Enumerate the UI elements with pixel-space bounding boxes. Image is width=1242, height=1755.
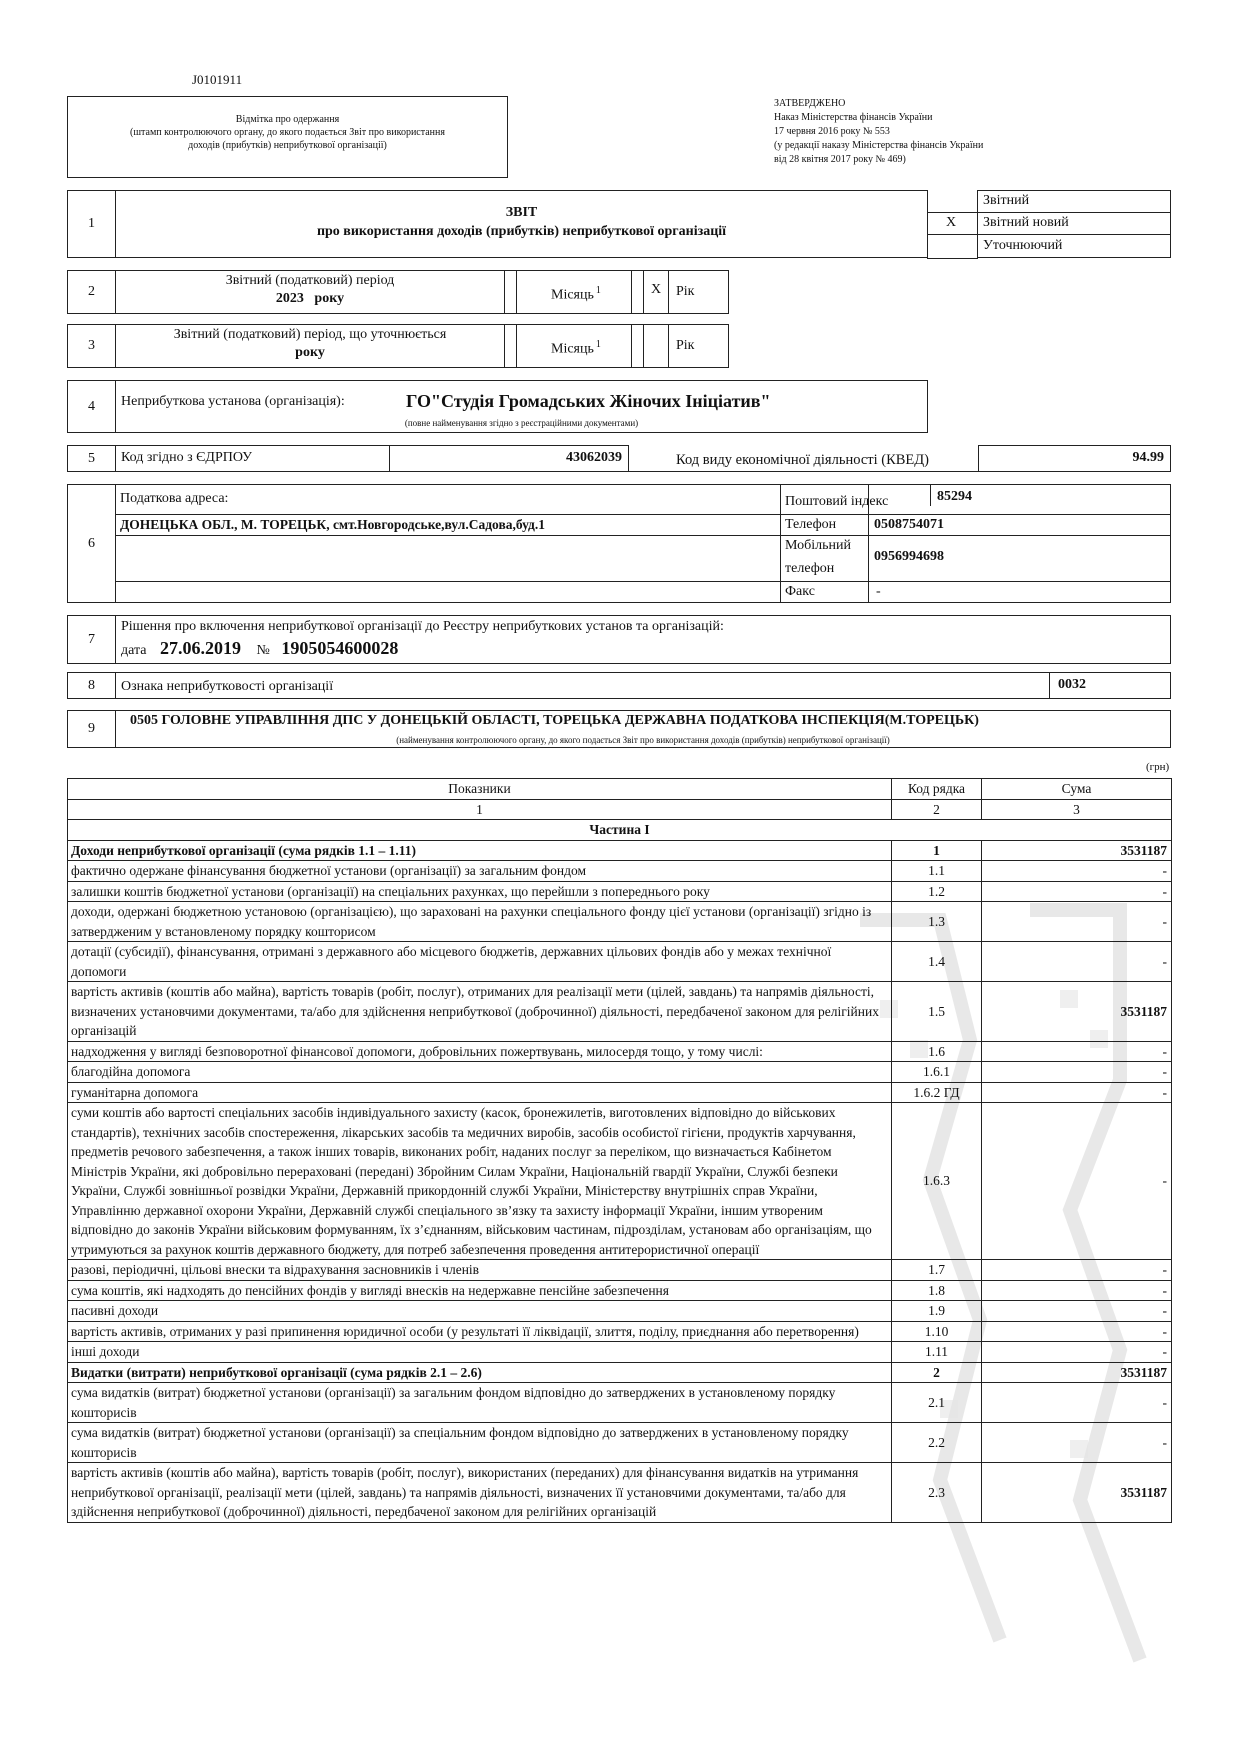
row-label: вартість активів (коштів або майна), вартість товарів (робіт, послуг), використаних (переданих) для фінансування видатків на утримання неприбуткової організації, реалізації мети (цілей, завдань) та напрямів діяльності, визначених її установчими документами, та/або для здійснення неприбуткової (доброчинної) діяльності, передбаченої законом для релігійних організацій bbox=[68, 1463, 892, 1523]
address-label: Податкова адреса: bbox=[120, 491, 229, 506]
row-code: 1.10 bbox=[892, 1321, 982, 1342]
row-code: 1.2 bbox=[892, 881, 982, 902]
table-row bbox=[68, 1342, 1172, 1363]
approval-line-5: від 28 квітня 2017 року № 469) bbox=[774, 154, 906, 165]
table-row bbox=[68, 1082, 1172, 1103]
row-label: пасивні доходи bbox=[68, 1301, 892, 1322]
row-label: доходи, одержані бюджетною установою (організацією), що зараховані на рахунки спеціального фонду цієї установи (організації) згідно із затвердженим у встановленому порядку кошторисом bbox=[68, 902, 892, 942]
row-code: 1.6.3 bbox=[892, 1103, 982, 1260]
row-code: 1.6 bbox=[892, 1041, 982, 1062]
row-sum: - bbox=[982, 1260, 1172, 1281]
row-label: гуманітарна допомога bbox=[68, 1082, 892, 1103]
period-year-checkbox[interactable] bbox=[643, 270, 669, 314]
period-year-suffix: року bbox=[314, 291, 345, 306]
period-month-box bbox=[516, 270, 632, 314]
row-code: 2 bbox=[892, 1362, 982, 1383]
registry-number: 1905054600028 bbox=[281, 638, 399, 658]
corrected-year-type-label: Рік bbox=[676, 338, 695, 353]
row-code: 1.9 bbox=[892, 1301, 982, 1322]
row-sum: 3531187 bbox=[982, 1362, 1172, 1383]
registry-date-label: дата bbox=[121, 643, 147, 658]
form-code: J0101911 bbox=[192, 72, 243, 87]
phone-label: Телефон bbox=[785, 517, 837, 532]
tax-authority-value: 0505 ГОЛОВНЕ УПРАВЛІННЯ ДПС У ДОНЕЦЬКІЙ ОБЛАСТІ, ТОРЕЦЬКА ДЕРЖАВНА ПОДАТКОВА ІНСПЕКЦІЯ(М.ТОРЕЦЬК) bbox=[130, 713, 979, 728]
row-sum: - bbox=[982, 861, 1172, 882]
organization-name: ГО"Студія Громадських Жіночих Ініціатив" bbox=[406, 391, 771, 411]
report-type-correcting: Уточнюючий bbox=[983, 238, 1063, 253]
mobile-value: 0956994698 bbox=[874, 549, 944, 564]
row-number-5: 5 bbox=[67, 445, 116, 472]
row-sum: - bbox=[982, 1082, 1172, 1103]
corrected-period-suffix: року bbox=[295, 345, 325, 360]
row-label: дотації (субсидії), фінансування, отримані з державного або місцевого бюджетів, державних цільових фондів або у межах технічної допомоги bbox=[68, 942, 892, 982]
row-sum: 3531187 bbox=[982, 840, 1172, 861]
row-sum: - bbox=[982, 1383, 1172, 1423]
row-sum: - bbox=[982, 942, 1172, 982]
table-row bbox=[68, 942, 1172, 982]
mobile-label-1: Мобільний bbox=[785, 538, 851, 553]
row-number-3: 3 bbox=[67, 324, 116, 368]
table-row bbox=[68, 1423, 1172, 1463]
report-type-new: Звітний новий bbox=[983, 215, 1069, 230]
row-sum: - bbox=[982, 1423, 1172, 1463]
registry-date: 27.06.2019 bbox=[159, 638, 241, 658]
corrected-period-label: Звітний (податковий) період, що уточнюється bbox=[173, 327, 447, 342]
row-number-2: 2 bbox=[67, 270, 116, 314]
table-header-row bbox=[68, 779, 1172, 800]
stamp-subtitle-1: (штамп контролюючого органу, до якого подається Звіт про використання bbox=[130, 127, 445, 138]
table-row bbox=[68, 1041, 1172, 1062]
row-number-1: 1 bbox=[67, 190, 116, 258]
row-code: 1.1 bbox=[892, 861, 982, 882]
table-row bbox=[68, 1301, 1172, 1322]
row-sum: - bbox=[982, 902, 1172, 942]
row-sum: - bbox=[982, 881, 1172, 902]
table-row bbox=[68, 1463, 1172, 1523]
table-row bbox=[68, 861, 1172, 882]
part-title: Частина І bbox=[68, 820, 1172, 841]
row-label: Видатки (витрати) неприбуткової організації (сума рядків 2.1 – 2.6) bbox=[68, 1362, 892, 1383]
row-number-7: 7 bbox=[67, 615, 116, 664]
mobile-label-2: телефон bbox=[785, 561, 835, 576]
header-indicators: Показники bbox=[68, 779, 892, 800]
table-row bbox=[68, 1062, 1172, 1083]
approval-line-3: 17 червня 2016 року № 553 bbox=[774, 126, 890, 137]
row-label: залишки коштів бюджетної установи (організації) на спеціальних рахунках, що перейшли з попереднього року bbox=[68, 881, 892, 902]
stamp-subtitle-2: доходів (прибутків) неприбуткової організації) bbox=[188, 140, 387, 151]
header-sum: Сума bbox=[982, 779, 1172, 800]
address-box bbox=[115, 484, 1171, 603]
row-label: сума коштів, які надходять до пенсійних фондів у вигляді внесків на недержавне пенсійне забезпечення bbox=[68, 1280, 892, 1301]
row-code: 2.2 bbox=[892, 1423, 982, 1463]
address-value: ДОНЕЦЬКА ОБЛ., М. ТОРЕЦЬК, смт.Новгородське,вул.Садова,буд.1 bbox=[120, 517, 545, 532]
row-number-8: 8 bbox=[67, 672, 116, 699]
corrected-year-type-box bbox=[668, 324, 729, 368]
nonprofit-flag-label: Ознака неприбутковості організації bbox=[121, 679, 334, 694]
report-subtitle: про використання доходів (прибутків) неприбуткової організації bbox=[316, 224, 727, 239]
row-label: сума видатків (витрат) бюджетної установи (організації) за загальним фондом відповідно до затверджених в установленому порядку кошторисів bbox=[68, 1383, 892, 1423]
period-year-type-label: Рік bbox=[676, 284, 695, 299]
row-code: 1.11 bbox=[892, 1342, 982, 1363]
organization-note: (повне найменування згідно з реєстраційними документами) bbox=[404, 418, 639, 428]
row-sum: - bbox=[982, 1062, 1172, 1083]
report-title: ЗВІТ bbox=[505, 205, 538, 220]
row-sum: 3531187 bbox=[982, 1463, 1172, 1523]
approval-block bbox=[774, 97, 983, 167]
approval-line-4: (у редакції наказу Міністерства фінансів України bbox=[774, 140, 984, 151]
row-label: разові, періодичні, цільові внески та відрахування засновників і членів bbox=[68, 1260, 892, 1281]
fax-value: - bbox=[876, 584, 881, 599]
row-code: 1.6.1 bbox=[892, 1062, 982, 1083]
period-box bbox=[115, 270, 505, 314]
row-code: 1.3 bbox=[892, 902, 982, 942]
row-label: сума видатків (витрат) бюджетної установи (організації) за спеціальним фондом відповідно до затверджених в установленому порядку кошторисів bbox=[68, 1423, 892, 1463]
period-label: Звітний (податковий) період bbox=[225, 273, 395, 288]
organization-label: Неприбуткова установа (організація): bbox=[121, 394, 345, 409]
corrected-year-checkbox[interactable] bbox=[643, 324, 669, 368]
table-row bbox=[68, 1383, 1172, 1423]
income-expense-table bbox=[67, 778, 1172, 1523]
row-sum: 3531187 bbox=[982, 982, 1172, 1042]
table-row bbox=[68, 1321, 1172, 1342]
table-column-numbers-row bbox=[68, 799, 1172, 820]
registry-label: Рішення про включення неприбуткової організації до Реєстру неприбуткових установ та організацій: bbox=[121, 619, 724, 634]
organization-box bbox=[115, 380, 928, 433]
phone-value: 0508754071 bbox=[874, 517, 944, 532]
row-label: надходження у вигляді безповоротної фінансової допомоги, добровільних пожертвувань, милосердя тощо, у тому числі: bbox=[68, 1041, 892, 1062]
table-row bbox=[68, 902, 1172, 942]
row-number-4: 4 bbox=[67, 380, 116, 433]
currency-unit: (грн) bbox=[1146, 761, 1170, 773]
row-code: 2.3 bbox=[892, 1463, 982, 1523]
period-month-footnote: 1 bbox=[595, 285, 601, 296]
kved-label: Код виду економічної діяльності (КВЕД) bbox=[676, 452, 929, 468]
registry-box bbox=[115, 615, 1171, 664]
receipt-stamp-box bbox=[67, 96, 508, 178]
row-code: 1.8 bbox=[892, 1280, 982, 1301]
column-number-1: 1 bbox=[68, 799, 892, 820]
postal-label: Поштовий індекс bbox=[785, 494, 889, 509]
row-number-6: 6 bbox=[67, 484, 116, 603]
table-row bbox=[68, 982, 1172, 1042]
period-year-mark: Х bbox=[650, 282, 662, 297]
row-label: благодійна допомога bbox=[68, 1062, 892, 1083]
row-sum: - bbox=[982, 1041, 1172, 1062]
postal-value: 85294 bbox=[937, 489, 972, 504]
row-sum: - bbox=[982, 1103, 1172, 1260]
approval-line-1: ЗАТВЕРДЖЕНО bbox=[774, 98, 846, 109]
registry-number-label: № bbox=[256, 643, 270, 658]
tax-authority-note: (найменування контролюючого органу, до якого подається Звіт про використання доходів (прибутків) неприбуткової організації) bbox=[396, 735, 890, 745]
row-code: 1.6.2 ГД bbox=[892, 1082, 982, 1103]
table-row bbox=[68, 1280, 1172, 1301]
table-row bbox=[68, 840, 1172, 861]
tax-authority-box bbox=[115, 710, 1171, 748]
row-label: вартість активів (коштів або майна), вартість товарів (робіт, послуг), отриманих для реалізації мети (цілей, завдань) та напрямів діяльності, визначених установчими документами, та/або для здійснення неприбуткової (доброчинної) діяльності, передбаченої законом для релігійних організацій bbox=[68, 982, 892, 1042]
row-label: суми коштів або вартості спеціальних засобів індивідуального захисту (касок, бронежилетів, виготовлених відповідно до військових стандартів), технічних засобів спостереження, лікарських засобів та медичних виробів, засобів особистої гігієни, продуктів харчування, предметів речового забезпечення, а також інших товарів, виконаних робіт, наданих послуг за переліком, що визначається Кабінетом Міністрів України, які добровільно перераховані (передані) Збройним Силам України, Національній гвардії України, Службі безпеки України, Службі зовнішньої розвідки України, Державній прикордонній службі України, Міністерству внутрішніх справ України, Управлінню державної охорони України, Державній службі спеціального зв’язку та захисту інформації України, іншим утвореним відповідно до законів України військовим формуванням, їх з’єднанням, військовим частинам, підрозділам, установам або організаціям, що утримуються за рахунок коштів державного бюджету, для потреб забезпечення проведення антитерористичної операції bbox=[68, 1103, 892, 1260]
nonprofit-flag-value: 0032 bbox=[1058, 677, 1086, 692]
edrpou-label: Код згідно з ЄДРПОУ bbox=[121, 450, 253, 465]
corrected-period-box bbox=[115, 324, 505, 368]
fax-label: Факс bbox=[785, 584, 815, 599]
row-label: Доходи неприбуткової організації (сума рядків 1.1 – 1.11) bbox=[68, 840, 892, 861]
kved-value: 94.99 bbox=[1132, 450, 1164, 465]
row-code: 1.4 bbox=[892, 942, 982, 982]
report-title-box bbox=[115, 190, 928, 258]
row-sum: - bbox=[982, 1280, 1172, 1301]
table-part-row bbox=[68, 820, 1172, 841]
table-row bbox=[68, 1260, 1172, 1281]
corrected-month-footnote: 1 bbox=[595, 339, 601, 350]
row-sum: - bbox=[982, 1301, 1172, 1322]
row-code: 1.5 bbox=[892, 982, 982, 1042]
period-year-type-box bbox=[668, 270, 729, 314]
table-row bbox=[68, 1103, 1172, 1260]
header-row-code: Код рядка bbox=[892, 779, 982, 800]
period-month-label: Місяць bbox=[551, 287, 594, 303]
column-number-3: 3 bbox=[982, 799, 1172, 820]
column-number-2: 2 bbox=[892, 799, 982, 820]
row-code: 1.7 bbox=[892, 1260, 982, 1281]
approval-line-2: Наказ Міністерства фінансів України bbox=[774, 112, 933, 123]
corrected-month-label: Місяць bbox=[551, 341, 594, 357]
report-type-mark[interactable]: Х bbox=[946, 215, 957, 230]
row-number-9: 9 bbox=[67, 710, 116, 748]
row-sum: - bbox=[982, 1342, 1172, 1363]
report-type-regular: Звітний bbox=[983, 193, 1030, 208]
corrected-month-box bbox=[516, 324, 632, 368]
period-year: 2023 bbox=[275, 291, 304, 306]
row-label: вартість активів, отриманих у разі припинення юридичної особи (у результаті її ліквідації, злиття, поділу, приєднання або перетворення) bbox=[68, 1321, 892, 1342]
stamp-title: Відмітка про одержання bbox=[235, 114, 340, 125]
row-label: фактично одержане фінансування бюджетної установи (організації) за загальним фондом bbox=[68, 861, 892, 882]
row-label: інші доходи bbox=[68, 1342, 892, 1363]
table-row bbox=[68, 1362, 1172, 1383]
table-row bbox=[68, 881, 1172, 902]
row-code: 2.1 bbox=[892, 1383, 982, 1423]
row-code: 1 bbox=[892, 840, 982, 861]
row-sum: - bbox=[982, 1321, 1172, 1342]
edrpou-value: 43062039 bbox=[566, 450, 622, 465]
